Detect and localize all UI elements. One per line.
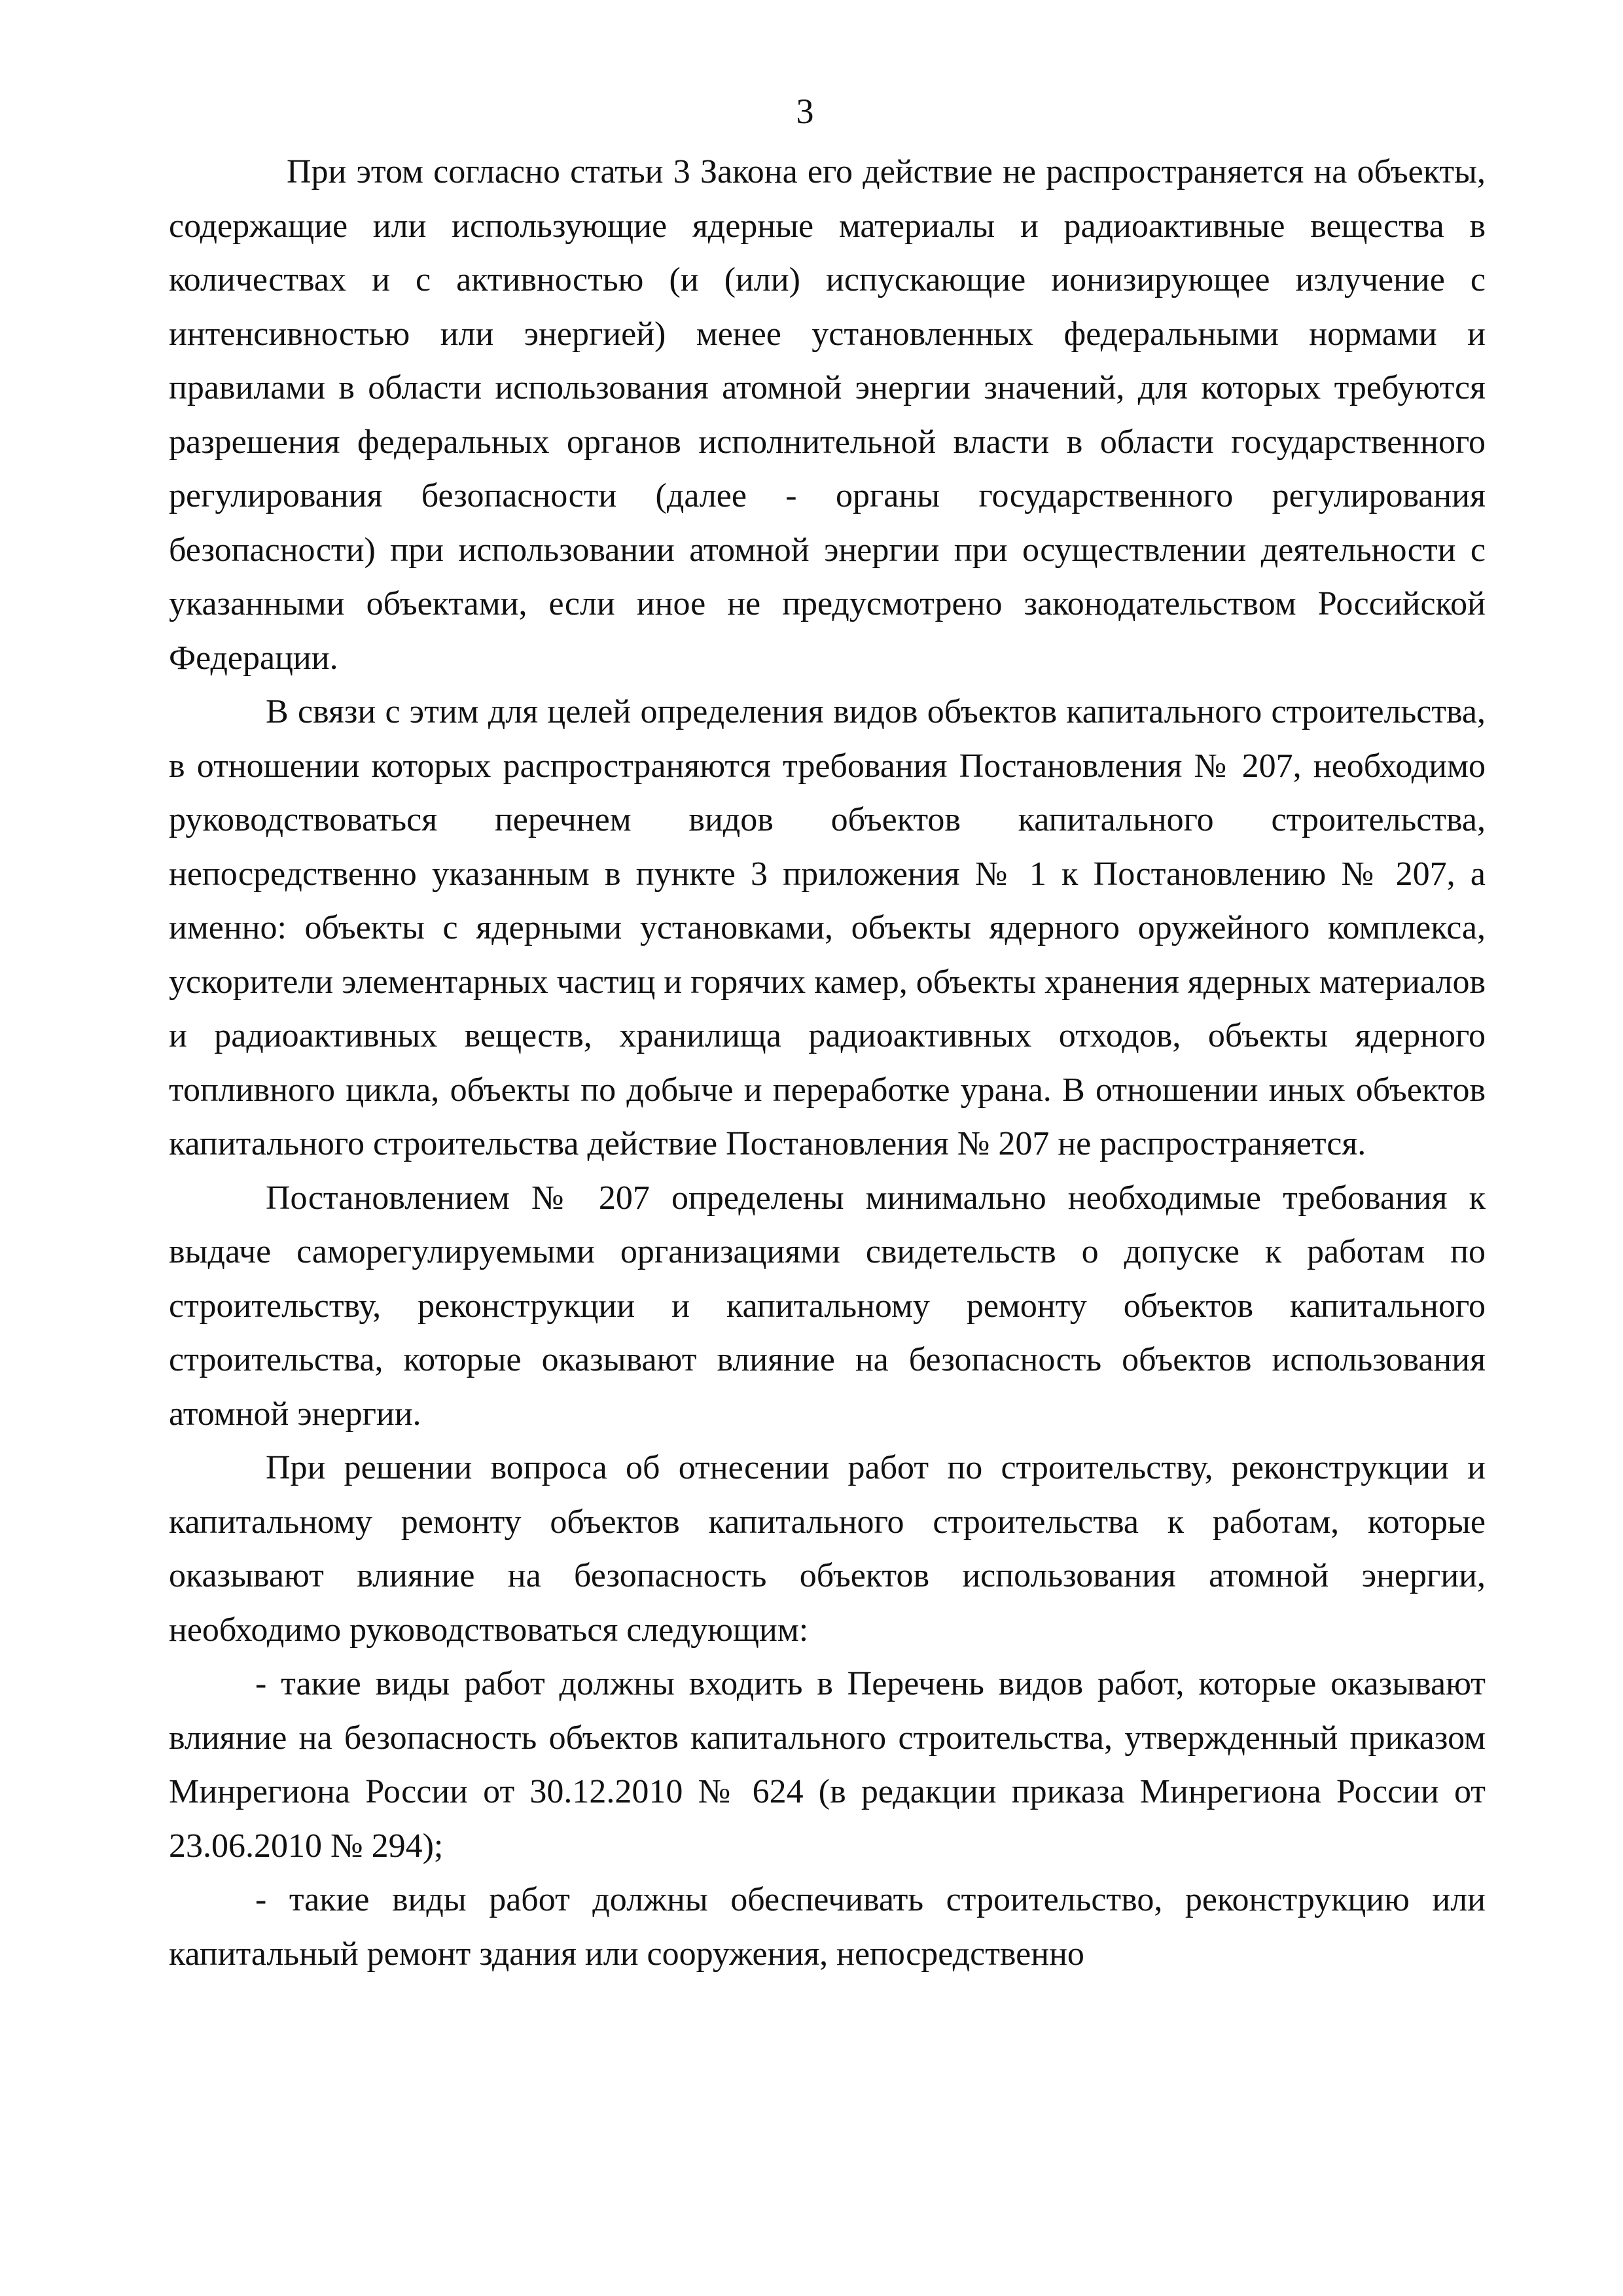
paragraph-minimum-requirements: Постановлением № 207 определены минимально необходимые требования к выдаче саморегулируемыми организациями свидетельств о допуске к работам по строительству, реконструкции и капитальному ремонту объектов капитального строительства, которые оказывают влияние на безопасность объектов использования атомной энергии. <box>169 1179 1486 1433</box>
list-item-construction-scope: - такие виды работ должны обеспечивать строительство, реконструкцию или капитальный ремонт здания или сооружения, непосредственно <box>169 1881 1486 1973</box>
paragraph-work-classification: При решении вопроса об отнесении работ по строительству, реконструкции и капитальному ремонту объектов капитального строительства к работам, которые оказывают влияние на безопасность объектов использования атомной энергии, необходимо руководствоваться следующим: <box>169 1449 1486 1649</box>
list-item-work-list: - такие виды работ должны входить в Перечень видов работ, которые оказывают влияние на безопасность объектов капитального строительства, утвержденный приказом Минрегиона России от 30.12.2010 № 624 (в редакции приказа Минрегиона России от 23.06.2010 № 294); <box>169 1665 1486 1865</box>
page-number: 3 <box>796 92 814 131</box>
paragraph-scope-exclusion: При этом согласно статьи 3 Закона его действие не распространяется на объекты, содержащие или использующие ядерные материалы и радиоактивные вещества в количествах и с активностью (и (или) испускающие ионизирующее излучение с интенсивностью или энергией) менее установленных федеральными нормами и правилами в области использования атомной энергии значений, для которых требуются разрешения федеральных органов исполнительной власти в области государственного регулирования безопасности (далее - органы государственного регулирования безопасности) при использовании атомной энергии при осуществлении деятельности с указанными объектами, если иное не предусмотрено законодательством Российской Федерации. <box>169 153 1486 677</box>
paragraph-object-types: В связи с этим для целей определения видов объектов капитального строительства, в отношении которых распространяются требования Постановления № 207, необходимо руководствоваться перечнем видов объектов капитального строительства, непосредственно указанным в пункте 3 приложения № 1 к Постановлению № 207, а именно: объекты с ядерными установками, объекты ядерного оружейного комплекса, ускорители элементарных частиц и горячих камер, объекты хранения ядерных материалов и радиоактивных веществ, хранилища радиоактивных отходов, объекты ядерного топливного цикла, объекты по добыче и переработке урана. В отношении иных объектов капитального строительства действие Постановления № 207 не распространяется. <box>169 693 1486 1162</box>
document-body <box>169 145 1486 1981</box>
